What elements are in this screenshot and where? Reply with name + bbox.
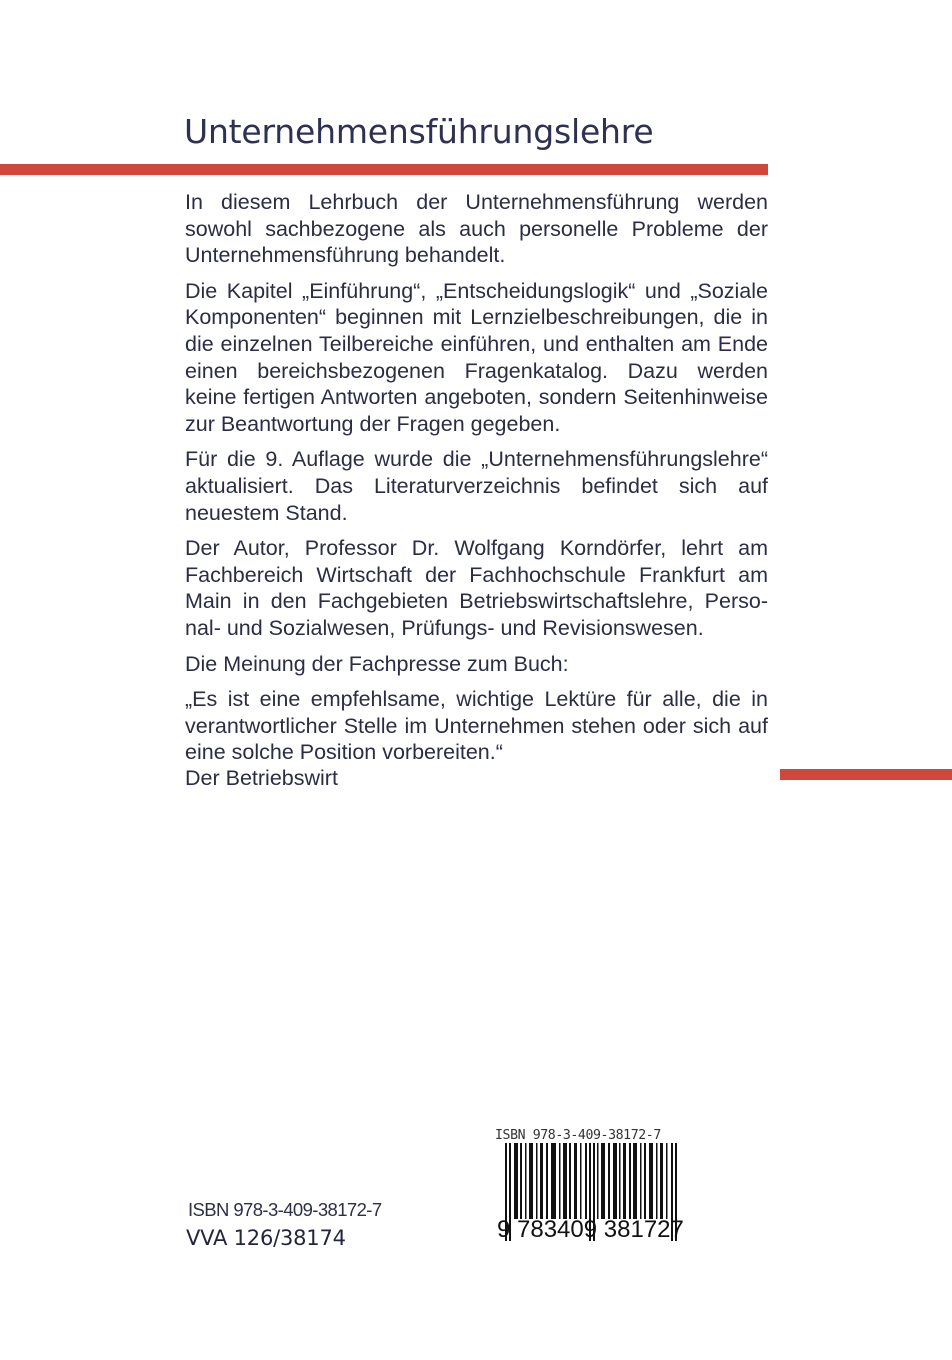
book-title: Unternehmensführungslehre	[184, 112, 654, 151]
paragraph-edition: Für die 9. Auflage wurde die „Unternehmensführungslehre“ aktualisiert. Das Literaturverzeichnis befindet sich auf neuestem Stand.	[185, 447, 768, 525]
isbn-label: ISBN 978-3-409-38172-7	[188, 1199, 382, 1220]
accent-bar-top	[0, 164, 768, 175]
barcode-digits: 9 783409 381727	[497, 1216, 684, 1243]
press-quote: „Es ist eine empfehlsame, wichtige Lektüre für alle, die in verantwortlicher Stelle im Unternehmen stehen oder sich auf eine solche Position vorbereiten.“	[185, 687, 768, 765]
barcode-isbn-label: ISBN 978-3-409-38172-7	[495, 1128, 661, 1143]
isbn-barcode	[495, 1128, 707, 1246]
accent-bar-right	[780, 769, 952, 780]
vva-number: VVA 126/38174	[186, 1226, 346, 1250]
paragraph-press-intro: Die Meinung der Fachpresse zum Buch:	[185, 651, 569, 676]
paragraph-intro: In diesem Lehrbuch der Unternehmensführung werden sowohl sachbezogene als auch personelle Probleme der Unternehmensführung behandelt.	[185, 190, 768, 268]
quote-source: Der Betriebswirt	[185, 765, 338, 790]
paragraph-chapters: Die Kapitel „Einführung“, „Entscheidungslogik“ und „Soziale Komponenten“ beginnen mit Lernzielbeschreibungen, die in die einzelnen Teilbereiche einführen, und enthalten am Ende einen bereichsbezogenen Fragenkatalog. Dazu werden keine fertigen Antworten angeboten, sondern Seitenhinweise zur Beantwortung der Fragen gegeben.	[185, 278, 768, 436]
paragraph-author: Der Autor, Professor Dr. Wolfgang Korndörfer, lehrt am Fachbereich Wirtschaft der Fachhochschule Frankfurt am Main in den Fachgebieten Betriebswirtschaftslehre, Personal- und Sozialwesen, Prüfungs- und Revisionswesen.	[185, 536, 768, 640]
blurb-text	[185, 189, 768, 800]
